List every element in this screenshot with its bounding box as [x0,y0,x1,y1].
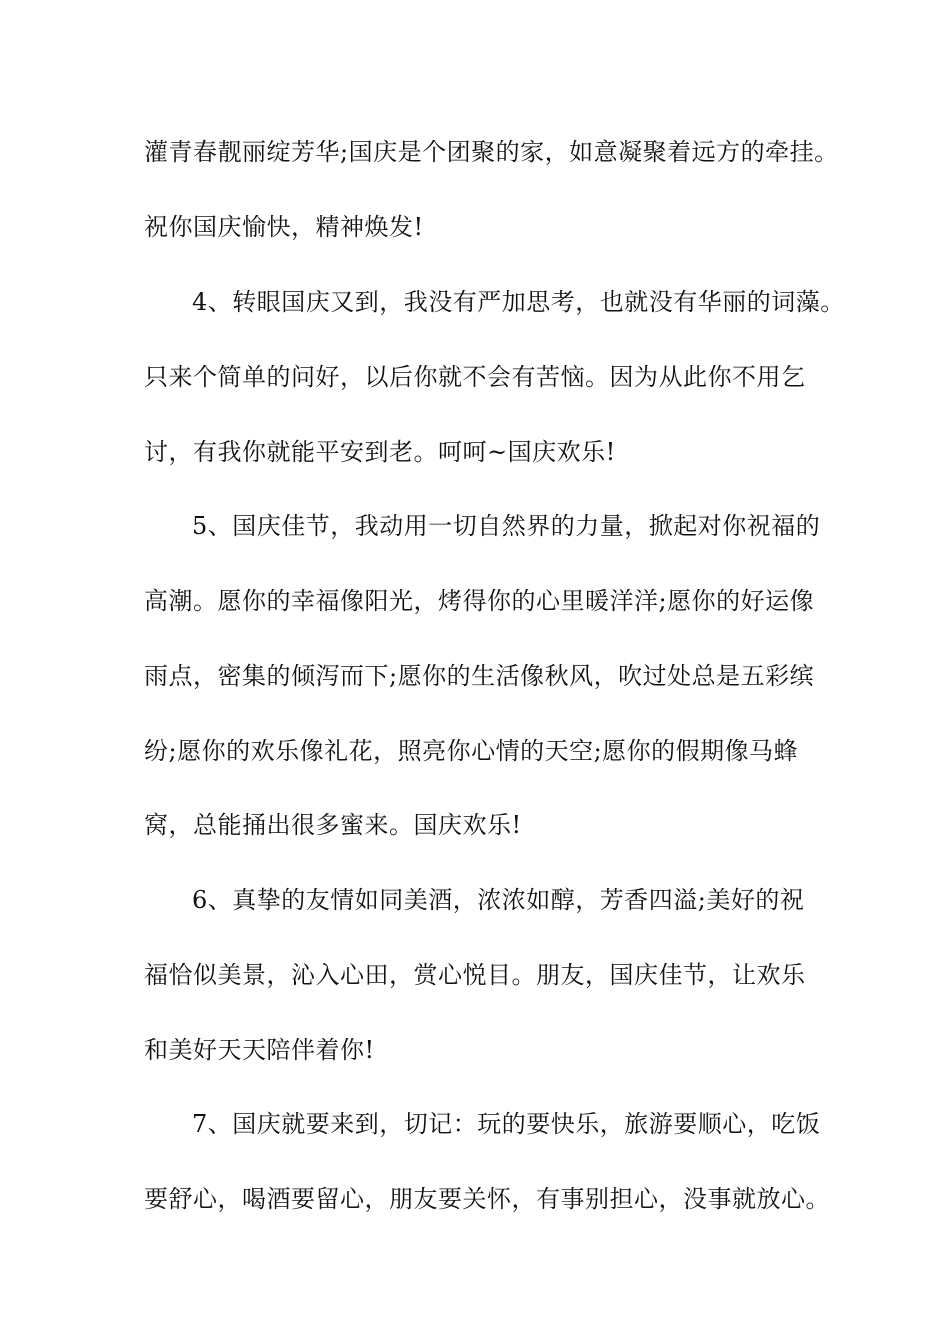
paragraph-5-start: 5、国庆佳节，我动用一切自然界的力量，掀起对你祝福的 [192,512,821,540]
text-line: 灌青春靓丽绽芳华;国庆是个团聚的家，如意凝聚着远方的牵挂。 [144,138,839,166]
text-line: 福恰似美景，沁入心田，赏心悦目。朋友，国庆佳节，让欢乐 [144,961,806,989]
text-line: 祝你国庆愉快，精神焕发! [144,213,424,241]
paragraph-6-start: 6、真挚的友情如同美酒，浓浓如醇，芳香四溢;美好的祝 [192,886,805,914]
text-line: 要舒心，喝酒要留心，朋友要关怀，有事别担心，没事就放心。 [144,1185,830,1213]
text-line: 讨，有我你就能平安到老。呵呵~国庆欢乐! [144,438,616,466]
text-line: 只来个简单的问好，以后你就不会有苦恼。因为从此你不用乞 [144,363,806,391]
text-line: 高潮。愿你的幸福像阳光，烤得你的心里暖洋洋;愿你的好运像 [144,587,815,615]
text-line: 和美好天天陪伴着你! [144,1036,375,1064]
text-line: 窝，总能捅出很多蜜来。国庆欢乐! [144,811,522,839]
paragraph-7-start: 7、国庆就要来到，切记：玩的要快乐，旅游要顺心，吃饭 [192,1110,821,1138]
text-line: 纷;愿你的欢乐像礼花，照亮你心情的天空;愿你的假期像马蜂 [144,737,799,765]
paragraph-4-start: 4、转眼国庆又到，我没有严加思考，也就没有华丽的词藻。 [192,288,845,316]
text-line: 雨点，密集的倾泻而下;愿你的生活像秋风，吹过处总是五彩缤 [144,662,815,690]
